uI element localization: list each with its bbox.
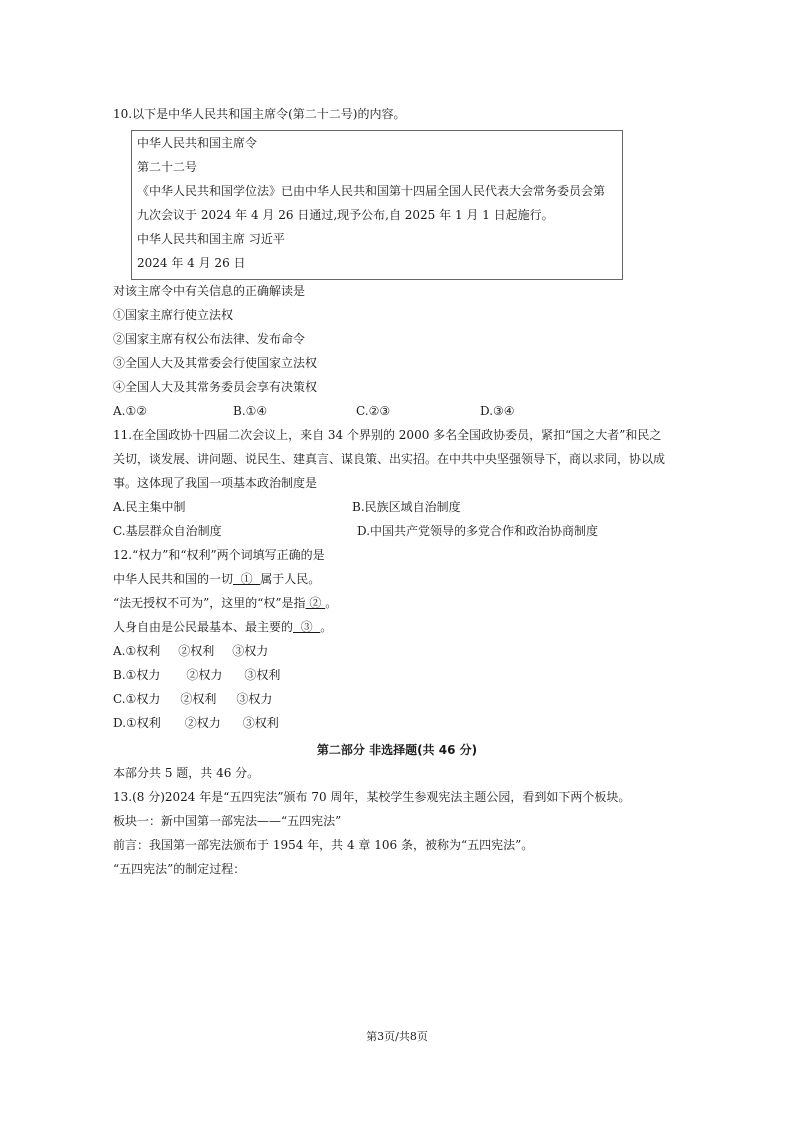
order-title: 中华人民共和国主席令 [137,136,258,150]
q12-option-c[interactable] [113,691,272,707]
q12-stem: 12.“权力”和“权利”两个词填写正确的是 [113,548,325,562]
q12-a-part3: ③权力 [232,644,269,658]
q10-item-1: ①国家主席行使立法权 [113,308,234,322]
q11-stem-line3: 事。这体现了我国一项基本政治制度是 [113,476,318,490]
q10-item-2: ②国家主席有权公布法律、发布命令 [113,332,306,346]
order-number: 第二十二号 [137,160,198,174]
q10-item-4: ④全国人大及其常务委员会享有决策权 [113,380,318,394]
q10-stem: 10.以下是中华人民共和国主席令(第二十二号)的内容。 [113,107,406,121]
q12-option-b[interactable] [113,667,280,683]
q10-option-d[interactable]: D.③④ [480,404,515,418]
q11-option-d[interactable]: D.中国共产党领导的多党合作和政治协商制度 [357,524,599,538]
q13-preface: 前言：我国第一部宪法颁布于 1954 年，共 4 章 106 条，被称为“五四宪法”。 [113,838,534,852]
q12-blank-1[interactable]: ① [233,572,261,586]
order-date: 2024 年 4 月 26 日 [137,256,246,270]
q11-option-c[interactable]: C.基层群众自治制度 [113,524,222,538]
part2-heading: 第二部分 非选择题(共 46 分) [316,743,478,757]
q10-question: 对该主席令中有关信息的正确解读是 [113,284,306,298]
q12-option-d[interactable] [113,715,279,731]
q12-a-part1: A.①权利 [113,644,161,658]
q11-stem-line2: 关切，谈发展、讲问题、说民生、建真言、谋良策、出实招。在中共中央坚强领导下，商以求同，协以成 [113,452,666,466]
q12-d-part2: ②权力 [184,716,221,730]
order-signature: 中华人民共和国主席 习近平 [137,232,285,246]
q12-b-part2: ②权力 [186,668,223,682]
q11-option-a[interactable]: A.民主集中制 [113,500,186,514]
q12-s3-post: 。 [320,620,333,634]
order-body-line2: 九次会议于 2024 年 4 月 26 日通过,现予公布,自 2025 年 1 月 1 日起施行。 [137,208,554,222]
q12-s3-pre: 人身自由是公民最基本、最主要的 [113,620,294,634]
q10-item-3: ③全国人大及其常委会行使国家立法权 [113,356,318,370]
q12-sentence-1 [113,571,320,587]
q11-stem-line1: 11.在全国政协十四届二次会议上，来自 34 个界别的 2000 多名全国政协委员，紧扣“国之大者”和民之 [113,428,662,442]
q12-sentence-3 [113,619,332,635]
q12-s1-pre: 中华人民共和国的一切 [113,572,234,586]
page-footer: 第3页/共8页 [366,1030,428,1043]
q12-c-part3: ③权力 [236,692,273,706]
q12-s1-post: 属于人民。 [260,572,321,586]
presidential-order-box [131,130,623,280]
q12-sentence-2 [113,595,337,611]
q12-s2-pre: “法无授权不可为”，这里的“权”是指 [113,596,306,610]
q13-process: “五四宪法”的制定过程： [113,862,246,876]
q12-s2-post: 。 [325,596,338,610]
q13-stem: 13.(8 分)2024 年是“五四宪法”颁布 70 周年，某校学生参观宪法主题公园，看到如下两个板块。 [113,790,631,804]
q12-blank-3[interactable]: ③ [293,620,321,634]
q12-option-a[interactable] [113,643,268,659]
q12-b-part1: B.①权力 [113,668,161,682]
q12-c-part1: C.①权力 [113,692,161,706]
q12-a-part2: ②权利 [178,644,215,658]
q12-d-part3: ③权利 [242,716,279,730]
q13-block1: 板块一：新中国第一部宪法——“五四宪法” [113,814,342,828]
q10-option-c[interactable]: C.②③ [356,404,391,418]
q10-option-b[interactable]: B.①④ [233,404,268,418]
order-body-line1: 《中华人民共和国学位法》已由中华人民共和国第十四届全国人民代表大会常务委员会第 [137,184,606,198]
part2-intro: 本部分共 5 题，共 46 分。 [113,766,260,780]
q12-c-part2: ②权利 [180,692,217,706]
q10-option-a[interactable]: A.①② [113,404,147,418]
q12-d-part1: D.①权利 [113,716,161,730]
q11-option-b[interactable]: B.民族区域自治制度 [352,500,461,514]
q12-b-part3: ③权利 [244,668,281,682]
q12-blank-2[interactable]: ② [305,596,326,610]
